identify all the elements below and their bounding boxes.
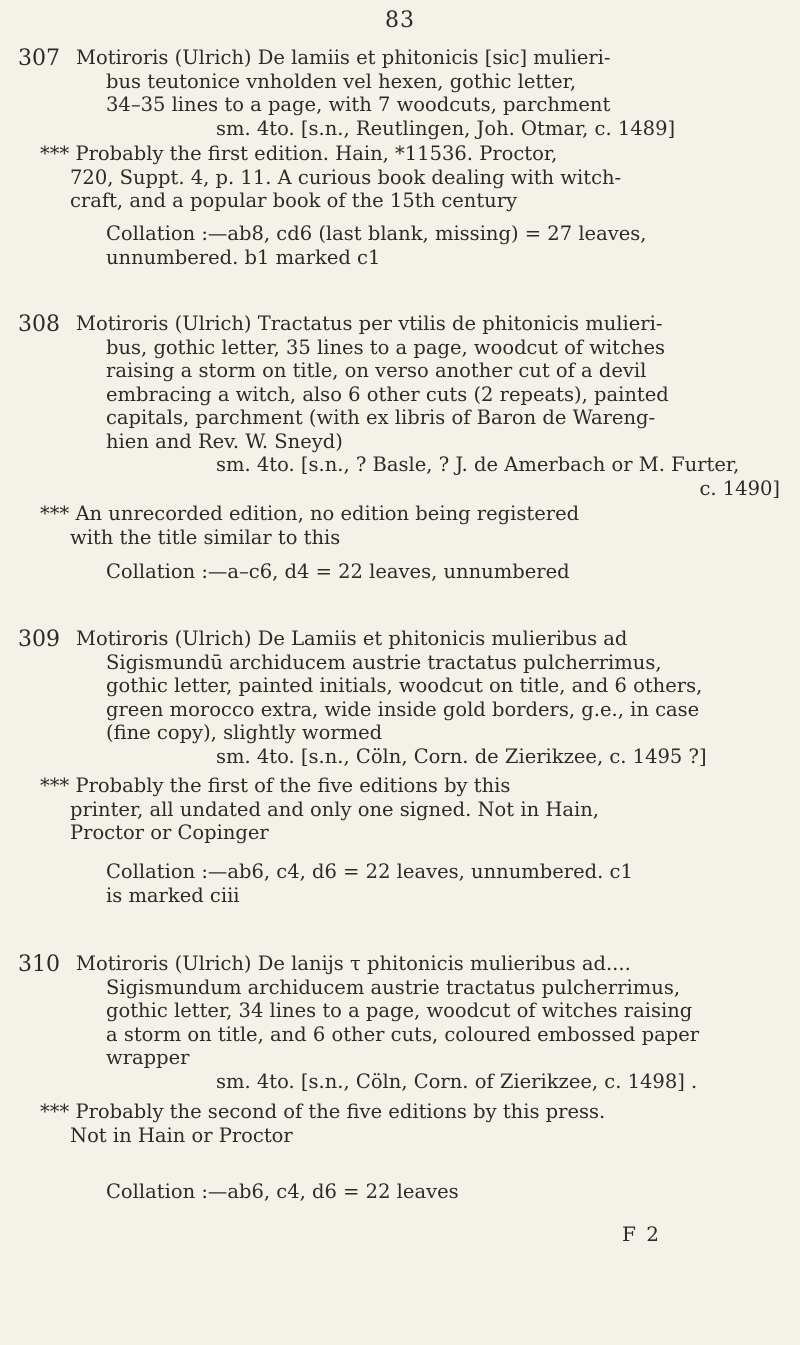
note-line: *** An unrecorded edition, no edition being registered [40,502,580,525]
collation-line: Collation :—ab8, cd6 (last blank, missing) = 27 leaves, [106,222,647,245]
entry-imprint: sm. 4to. [s.n., ? Basle, ? J. de Amerbach or M. Furter, [216,453,740,476]
entry-line: Motiroris (Ulrich) De Lamiis et phitonicis mulieribus ad [76,627,628,650]
entry-collation [106,222,786,269]
entry-number: 307 [18,46,60,71]
entry-note [40,774,786,845]
entry-line: Motiroris (Ulrich) De lamiis et phitonicis [sic] mulieri- [76,46,611,69]
note-line: Not in Hain or Proctor [70,1123,293,1147]
note-line: *** Probably the second of the five editions by this press. [40,1100,606,1123]
entry-line: wrapper [106,1046,190,1069]
collation-line: unnumbered. b1 marked c1 [106,245,381,269]
note-line: craft, and a popular book of the 15th century [70,189,518,212]
entry-line: Sigismundum archiducem austrie tractatus pulcherrimus, [106,975,681,999]
entry-line: (fine copy), slightly wormed [106,721,383,744]
entry-imprint: sm. 4to. [s.n., Cöln, Corn. of Zierikzee, c. 1498] . [216,1069,698,1093]
entry-number: 308 [18,312,60,337]
entry-number: 310 [18,952,60,977]
collation-line: Collation :—ab6, c4, d6 = 22 leaves [106,1180,459,1203]
entry-line: Motiroris (Ulrich) Tractatus per vtilis de phitonicis mulieri- [76,312,663,335]
note-line: *** Probably the first of the five editions by this [40,774,511,797]
entry-description [76,952,786,1093]
entry-collation [106,560,786,584]
entry-description [76,627,786,768]
entry-note [40,1100,786,1147]
entry-collation [106,860,786,907]
entry-line: bus, gothic letter, 35 lines to a page, woodcut of witches [106,335,666,359]
entry-description [76,312,786,500]
signature-mark: F 2 [622,1222,661,1246]
entry-note [40,142,786,213]
entry-imprint: sm. 4to. [s.n., Reutlingen, Joh. Otmar, c. 1489] [216,116,676,140]
page-number: 83 [385,8,415,33]
entry-collation [106,1180,786,1204]
note-line: with the title similar to this [70,525,341,549]
entry-note [40,502,786,549]
entry-line: Sigismundū archiducem austrie tractatus pulcherrimus, [106,650,662,674]
entry-line: green morocco extra, wide inside gold borders, g.e., in case [106,697,700,721]
entry-line: a storm on title, and 6 other cuts, coloured embossed paper [106,1022,700,1046]
entry-line: bus teutonice vnholden vel hexen, gothic letter, [106,69,577,93]
entry-line: raising a storm on title, on verso another cut of a devil [106,359,647,382]
note-line: Proctor or Copinger [70,821,269,844]
note-line: 720, Suppt. 4, p. 11. A curious book dealing with witch- [70,165,622,189]
entry-line: embracing a witch, also 6 other cuts (2 repeats), painted [106,382,669,406]
entry-line: gothic letter, 34 lines to a page, woodcut of witches raising [106,999,693,1022]
collation-line: is marked ciii [106,883,240,907]
entry-number: 309 [18,627,60,652]
entry-line: Motiroris (Ulrich) De lanijs τ phitonicis mulieribus ad.... [76,952,631,975]
entry-line: capitals, parchment (with ex libris of Baron de Wareng- [106,406,656,429]
entry-line: hien and Rev. W. Sneyd) [106,429,343,453]
entry-line: gothic letter, painted initials, woodcut on title, and 6 others, [106,674,703,697]
entry-line: 34–35 lines to a page, with 7 woodcuts, parchment [106,93,611,116]
entry-description [76,46,786,140]
collation-line: Collation :—a–c6, d4 = 22 leaves, unnumbered [106,560,570,583]
entry-imprint: sm. 4to. [s.n., Cöln, Corn. de Zierikzee, c. 1495 ?] [216,744,707,768]
note-line: *** Probably the first edition. Hain, *11536. Proctor, [40,142,558,165]
collation-line: Collation :—ab6, c4, d6 = 22 leaves, unnumbered. c1 [106,860,633,883]
entry-imprint-date: c. 1490] [699,476,780,500]
note-line: printer, all undated and only one signed. Not in Hain, [70,797,599,821]
